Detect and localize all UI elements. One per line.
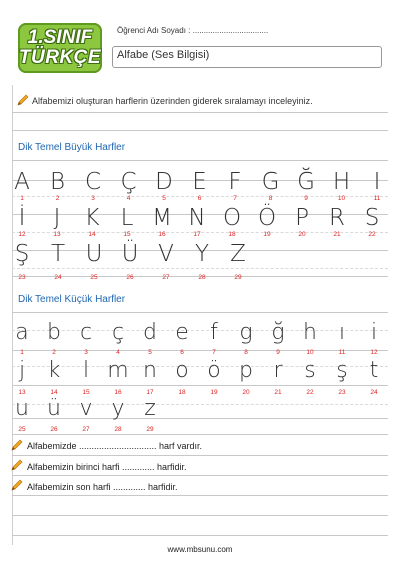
rule-midline (12, 366, 388, 367)
pencil-icon (10, 458, 24, 472)
rule-line (12, 495, 388, 496)
lower-letter: p (239, 358, 253, 383)
upper-letter-number: 27 (162, 274, 170, 281)
lower-letter-number: 17 (146, 389, 154, 396)
lower-letter-number: 12 (370, 349, 378, 356)
upper-letter-number: 2 (55, 195, 60, 202)
upper-letter-number: 23 (18, 274, 26, 281)
upper-letter-number: 3 (91, 195, 95, 202)
lower-letter-number: 2 (52, 349, 56, 356)
lower-letter: k (47, 358, 61, 383)
upper-letter-number: 25 (90, 274, 98, 281)
lower-letter: d (143, 320, 157, 345)
upper-letter: G (261, 169, 280, 195)
rule-line (12, 350, 388, 351)
lower-letter: u (15, 396, 29, 421)
upper-letter-number: 26 (126, 274, 134, 281)
upper-letter: A (14, 169, 30, 195)
lower-letter: b (47, 320, 61, 345)
rule-line (12, 418, 388, 419)
lower-letter-number: 19 (210, 389, 218, 396)
upper-letter: E (192, 169, 207, 195)
lower-letter-number: 3 (84, 349, 88, 356)
upper-letter-number: 22 (368, 231, 376, 238)
rule-line (12, 312, 388, 313)
question-first-letter: Alfabemizin birinci harfi ............. harfidir. (27, 462, 187, 472)
lower-letter-number: 10 (306, 349, 314, 356)
lower-letter-number: 15 (82, 389, 90, 396)
upper-letter-number: 14 (88, 231, 96, 238)
uppercase-section-title: Dik Temel Büyük Harfler (18, 142, 126, 153)
upper-letter-number: 4 (126, 195, 131, 202)
rule-line (12, 160, 388, 161)
lower-letter-number: 18 (178, 389, 186, 396)
lower-letter-number: 11 (338, 349, 346, 356)
lower-letter-number: 6 (180, 349, 184, 356)
pencil-icon (10, 478, 24, 492)
lower-letter-number: 8 (244, 349, 248, 356)
rule-line (12, 385, 388, 386)
badge-grade: 1.SINIF (27, 27, 93, 48)
upper-letter: Z (230, 241, 246, 267)
upper-letter: P (295, 205, 309, 231)
upper-letter-number: 5 (162, 195, 166, 202)
lower-letter: j (18, 358, 26, 383)
lower-letter-number: 14 (50, 389, 58, 396)
upper-letter-number: 8 (268, 195, 273, 202)
badge-subject: TÜRKÇE (18, 47, 102, 68)
upper-letter-number: 9 (304, 195, 308, 202)
lower-letter: g (239, 320, 253, 345)
upper-letter: L (120, 205, 134, 231)
rule-line (12, 112, 388, 113)
lower-letter: m (107, 358, 129, 383)
footer-website: www.mbsunu.com (167, 545, 233, 554)
upper-letter: T (50, 241, 66, 267)
lower-letter-number: 7 (212, 349, 216, 356)
rule-midline (12, 404, 388, 405)
subject-badge (18, 23, 102, 73)
instruction-text: Alfabemizi oluşturan harflerin üzerinden giderek sıralamayı inceleyiniz. (32, 96, 313, 106)
lower-letter-number: 27 (82, 426, 90, 433)
rule-line (12, 434, 388, 435)
upper-letter-number: 24 (54, 274, 62, 281)
lower-letter: z (144, 396, 156, 421)
upper-letter: N (188, 205, 206, 231)
upper-letter: Ğ (297, 169, 315, 195)
rule-line (12, 130, 388, 131)
upper-letter: B (49, 169, 66, 195)
upper-letter: R (329, 205, 345, 231)
lower-letter: f (210, 320, 218, 345)
lower-letter-number: 1 (20, 349, 24, 356)
rule-line (12, 475, 388, 476)
lower-letter-number: 25 (18, 426, 26, 433)
lowercase-section-title: Dik Temel Küçük Harfler (18, 294, 126, 305)
upper-letter: İ (18, 205, 26, 231)
upper-letter-number: 11 (373, 195, 381, 202)
lower-letter-number: 20 (242, 389, 250, 396)
upper-letter-number: 21 (333, 231, 341, 238)
lower-letter: o (175, 358, 189, 383)
upper-letter: Ö (257, 205, 277, 231)
upper-letter-number: 13 (53, 231, 61, 238)
worksheet-title: Alfabe (Ses Bilgisi) (117, 49, 210, 61)
lower-letter: n (143, 358, 157, 383)
upper-letter-number: 10 (337, 195, 346, 202)
lower-letter: a (15, 320, 29, 345)
upper-letter: O (222, 205, 242, 231)
lower-letter: y (111, 396, 125, 421)
upper-letter: Ş (14, 241, 30, 267)
lower-letter-number: 28 (114, 426, 122, 433)
upper-letter: H (332, 169, 351, 195)
upper-letter: D (155, 169, 173, 195)
lower-letter: ü (47, 396, 61, 421)
lower-letter: r (273, 358, 283, 383)
upper-letter-number: 18 (228, 231, 236, 238)
lower-letter: i (370, 320, 378, 345)
upper-letter: V (158, 241, 174, 267)
student-name-label: Öğrenci Adı Soyadı : .................................. (117, 26, 269, 35)
upper-letter-number: 6 (197, 195, 202, 202)
upper-letter: M (152, 205, 172, 231)
rule-line (12, 535, 388, 536)
lower-letter: s (304, 358, 316, 383)
rule-midline (12, 330, 388, 331)
upper-letter: F (228, 169, 242, 195)
lower-letter-number: 24 (370, 389, 378, 396)
rule-line (12, 455, 388, 456)
upper-letter: J (53, 205, 61, 231)
lower-letter: e (175, 320, 189, 345)
margin-line (12, 85, 13, 545)
question-last-letter: Alfabemizin son harfi ............. harfidir. (27, 482, 178, 492)
lower-letter-number: 9 (276, 349, 280, 356)
pencil-icon (10, 438, 24, 452)
lower-letter-number: 16 (114, 389, 122, 396)
upper-letter: Ü (121, 241, 139, 267)
lower-letter: ö (207, 358, 221, 383)
upper-letter-number: 7 (233, 195, 237, 202)
pencil-icon (16, 93, 30, 107)
lower-letter: h (303, 320, 317, 345)
upper-letter: Ç (120, 169, 137, 195)
lower-letter: v (79, 396, 93, 421)
lower-letter-number: 22 (306, 389, 314, 396)
lower-letter-number: 5 (148, 349, 152, 356)
upper-letter: K (84, 205, 100, 231)
lower-letter: ı (338, 320, 346, 345)
upper-letter: S (364, 205, 380, 231)
lower-letter-number: 4 (116, 349, 120, 356)
upper-letter-number: 19 (263, 231, 271, 238)
upper-letter-number: 12 (18, 231, 26, 238)
lower-letter: c (79, 320, 93, 345)
upper-letter: Y (194, 241, 210, 267)
lower-letter: t (369, 358, 379, 383)
upper-letter-number: 1 (20, 195, 24, 202)
lower-letter-number: 26 (50, 426, 58, 433)
lower-letter-number: 23 (338, 389, 346, 396)
upper-letter-number: 15 (123, 231, 131, 238)
question-letter-count: Alfabemizde ............................... harf vardır. (27, 441, 203, 451)
upper-letter-number: 20 (298, 231, 306, 238)
upper-letter-number: 28 (198, 274, 206, 281)
lower-letter: ş (336, 358, 348, 383)
upper-letter: U (85, 241, 103, 267)
lower-letter-number: 29 (146, 426, 154, 433)
upper-letter-number: 17 (193, 231, 201, 238)
upper-letter-number: 29 (234, 274, 242, 281)
lower-letter: ğ (271, 320, 285, 345)
lower-letter-number: 13 (18, 389, 26, 396)
upper-letter: I (373, 169, 381, 195)
upper-letter-number: 16 (158, 231, 166, 238)
lower-letter: ç (111, 320, 125, 345)
rule-line (12, 515, 388, 516)
rule-midline (12, 268, 388, 269)
lower-letter-number: 21 (274, 389, 282, 396)
upper-letter: C (84, 169, 102, 195)
lower-letter: l (82, 358, 90, 383)
